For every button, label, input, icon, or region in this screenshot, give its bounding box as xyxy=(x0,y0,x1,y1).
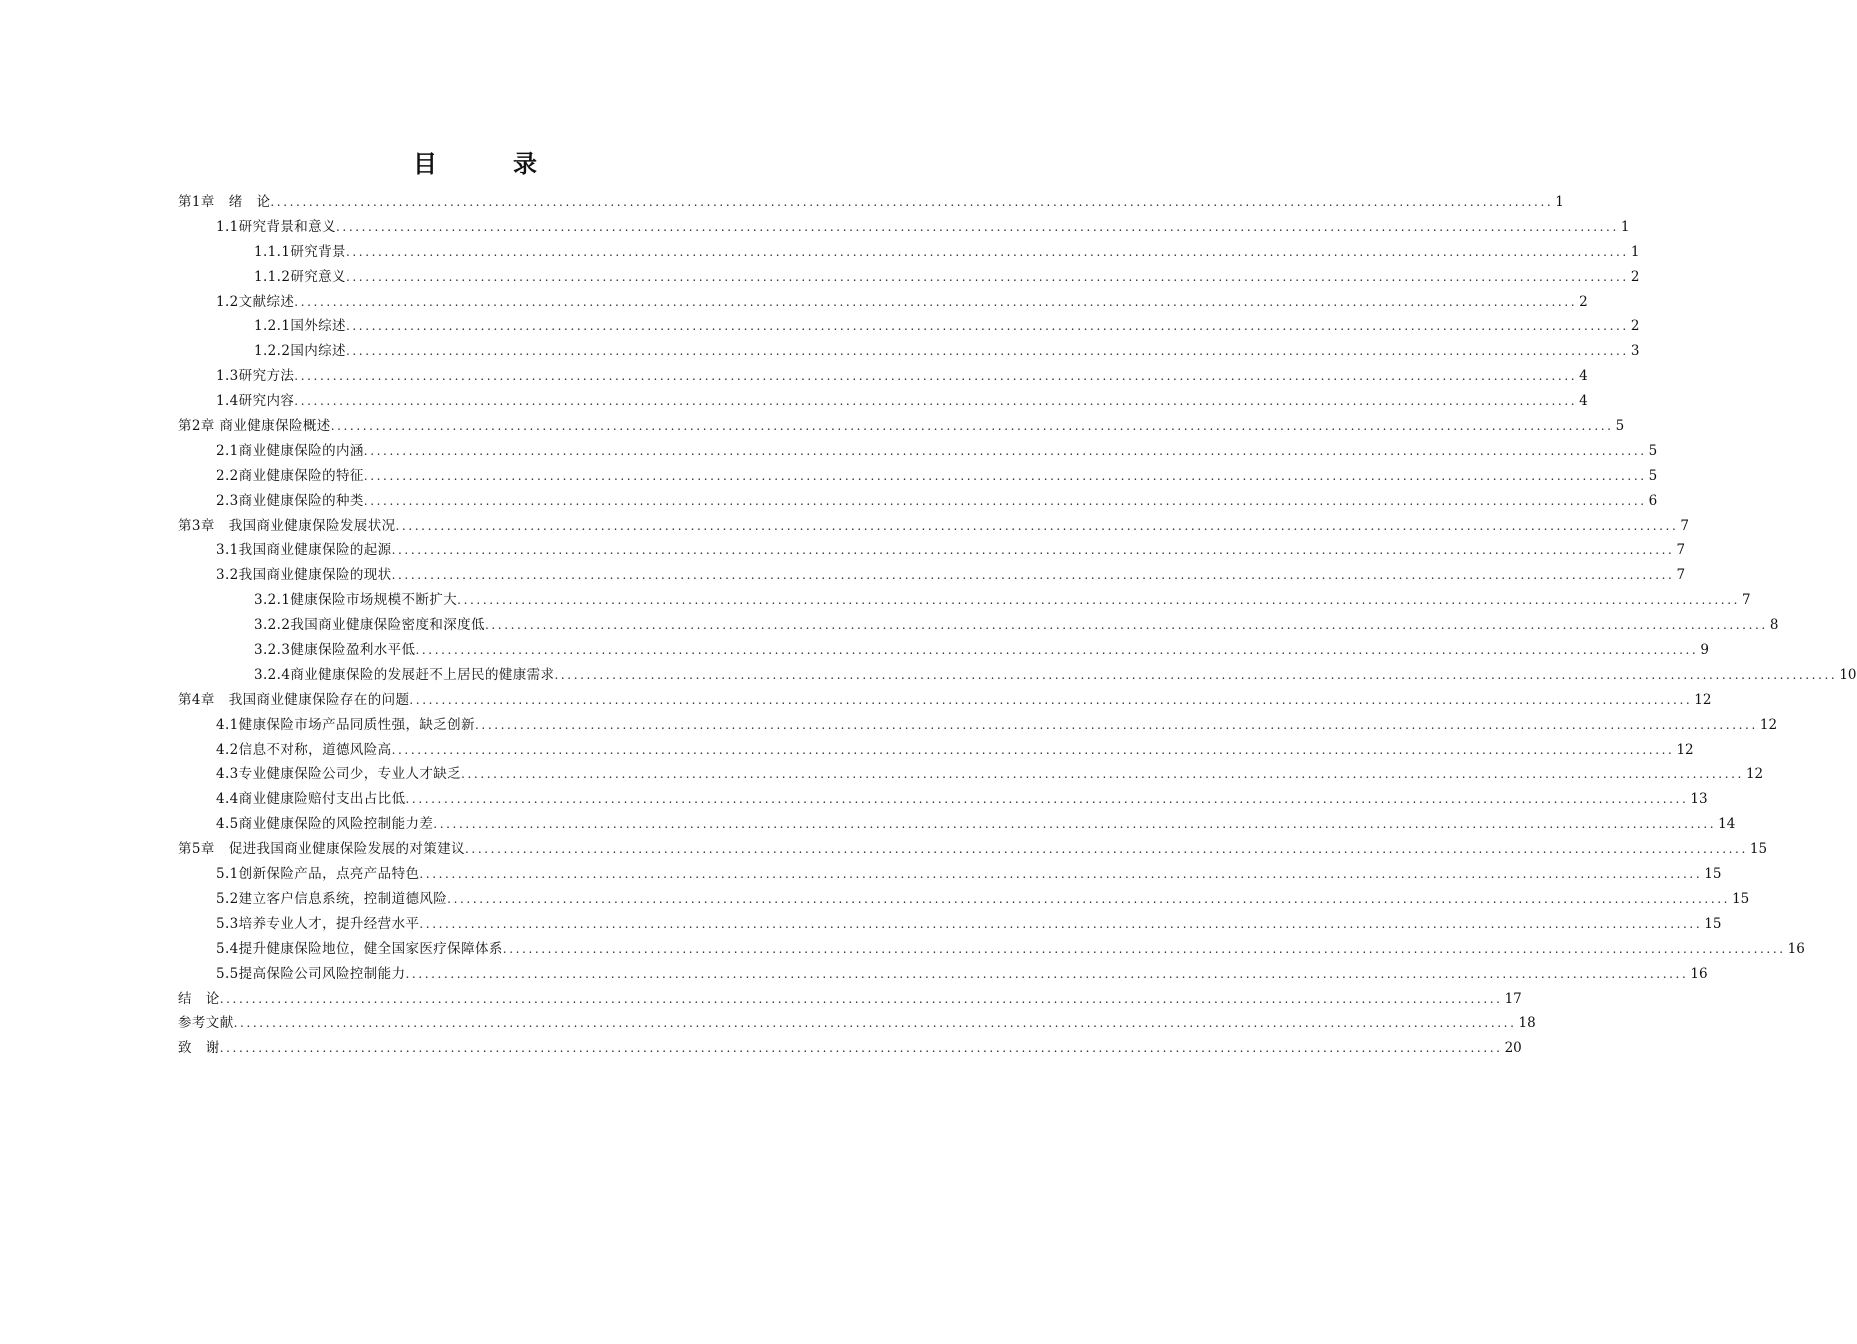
toc-entry-label: 1.4研究内容 xyxy=(216,393,295,410)
toc-entry[interactable] xyxy=(178,265,1640,290)
toc-page-number: 3 xyxy=(1630,343,1640,360)
toc-entry-label: 第3章 我国商业健康保险发展状况 xyxy=(178,517,396,534)
toc-page-number: 12 xyxy=(1694,691,1712,708)
toc-entry[interactable] xyxy=(178,314,1640,339)
toc-entry-label: 3.2我国商业健康保险的现状 xyxy=(216,567,392,584)
dot-leader: ........................................................................................................................................................................................................ xyxy=(345,244,1629,259)
toc-entry[interactable] xyxy=(178,787,1708,812)
dot-leader: ........................................................................................................................................................................................................ xyxy=(294,294,1578,309)
toc-entry-label: 5.3培养专业人才，提升经营水平 xyxy=(216,915,420,932)
toc-entry[interactable] xyxy=(178,588,1751,613)
toc-entry[interactable] xyxy=(178,688,1712,713)
toc-entry[interactable] xyxy=(178,862,1722,887)
toc-entry[interactable] xyxy=(178,937,1805,962)
toc-page-number: 17 xyxy=(1504,990,1522,1007)
dot-leader: ........................................................................................................................................................................................................ xyxy=(294,369,1578,384)
toc-entry-label: 致 谢 xyxy=(178,1040,220,1057)
toc-entry[interactable] xyxy=(178,638,1709,663)
toc-entry-label: 1.1.1研究背景 xyxy=(254,243,346,260)
dot-leader: ........................................................................................................................................................................................................ xyxy=(457,593,1741,608)
toc-entry[interactable] xyxy=(178,514,1689,539)
toc-entry[interactable] xyxy=(178,837,1768,862)
toc-page-number: 16 xyxy=(1787,940,1805,957)
toc-page-number: 2 xyxy=(1630,318,1640,335)
toc-entry-label: 3.1我国商业健康保险的起源 xyxy=(216,542,392,559)
toc-entry-label: 1.2.1国外综述 xyxy=(254,318,346,335)
dot-leader: ........................................................................................................................................................................................................ xyxy=(345,344,1629,359)
toc-entry-label: 5.4提升健康保险地位，健全国家医疗保障体系 xyxy=(216,940,503,957)
dot-leader: ........................................................................................................................................................................................................ xyxy=(419,867,1703,882)
toc-entry[interactable] xyxy=(178,663,1857,688)
toc-page-number: 2 xyxy=(1579,293,1588,310)
dot-leader: ........................................................................................................................................................................................................ xyxy=(270,195,1554,209)
toc-entry[interactable] xyxy=(178,339,1640,364)
toc-page-number: 12 xyxy=(1676,741,1694,758)
dot-leader: ........................................................................................................................................................................................................ xyxy=(335,219,1619,234)
toc-entry-label: 1.1.2研究意义 xyxy=(254,268,346,285)
toc-page-number: 12 xyxy=(1759,716,1778,733)
toc-entry-label: 第4章 我国商业健康保险存在的问题 xyxy=(178,691,410,708)
dot-leader: ........................................................................................................................................................................................................ xyxy=(484,618,1768,633)
dot-leader: ........................................................................................................................................................................................................ xyxy=(363,468,1647,483)
toc-page-number: 4 xyxy=(1579,393,1588,410)
toc-page-number: 18 xyxy=(1518,1015,1536,1032)
dot-leader: ........................................................................................................................................................................................................ xyxy=(363,493,1647,508)
toc-entry-label: 4.1健康保险市场产品同质性强，缺乏创新 xyxy=(216,716,475,733)
dot-leader: ........................................................................................................................................................................................................ xyxy=(391,568,1675,583)
toc-entry[interactable] xyxy=(178,563,1686,588)
toc-page-number: 7 xyxy=(1680,517,1689,534)
toc-page-number: 1 xyxy=(1555,194,1564,210)
dot-leader: ........................................................................................................................................................................................................ xyxy=(345,269,1629,284)
dot-leader: ........................................................................................................................................................................................................ xyxy=(219,991,1503,1006)
dot-leader: ........................................................................................................................................................................................................ xyxy=(465,842,1748,857)
toc-entry[interactable] xyxy=(178,713,1778,738)
toc-entry[interactable] xyxy=(178,364,1588,389)
toc-page-number: 7 xyxy=(1742,592,1751,609)
toc-entry-label: 1.3研究方法 xyxy=(216,368,295,385)
dot-leader: ........................................................................................................................................................................................................ xyxy=(419,916,1703,931)
toc-entry[interactable] xyxy=(178,962,1708,987)
dot-leader: ........................................................................................................................................................................................................ xyxy=(330,419,1614,434)
toc-page-number: 5 xyxy=(1648,442,1658,459)
toc-entry-label: 第2章 商业健康保险概述 xyxy=(178,418,331,435)
toc-page-number: 13 xyxy=(1690,791,1708,808)
dot-leader: ........................................................................................................................................................................................................ xyxy=(405,792,1689,807)
toc-page-number: 15 xyxy=(1704,915,1722,932)
toc-page-number: 12 xyxy=(1745,766,1764,783)
dot-leader: ........................................................................................................................................................................................................ xyxy=(363,443,1647,458)
toc-entry[interactable] xyxy=(178,215,1630,240)
toc-page-number: 2 xyxy=(1630,268,1640,285)
toc-entry[interactable] xyxy=(178,290,1588,315)
toc-page-number: 5 xyxy=(1615,418,1625,435)
toc-entry-label: 第1章 绪 论 xyxy=(178,194,271,210)
page-title: 目 录 xyxy=(413,150,563,178)
dot-leader: ........................................................................................................................................................................................................ xyxy=(219,1041,1503,1056)
toc-entry-label: 1.2文献综述 xyxy=(216,293,295,310)
toc-page-number: 16 xyxy=(1690,965,1708,982)
toc-page-number: 7 xyxy=(1676,567,1686,584)
dot-leader: ........................................................................................................................................................................................................ xyxy=(433,817,1717,832)
dot-leader: ........................................................................................................................................................................................................ xyxy=(554,667,1838,682)
toc-entry[interactable] xyxy=(178,439,1658,464)
toc-entry[interactable] xyxy=(178,1011,1536,1036)
toc-page-number: 15 xyxy=(1749,841,1768,858)
toc-page-number: 4 xyxy=(1579,368,1588,385)
toc-entry-label: 2.2商业健康保险的特征 xyxy=(216,467,364,484)
toc-entry[interactable] xyxy=(178,489,1658,514)
toc-entry-label: 参考文献 xyxy=(178,1015,234,1032)
dot-leader: ........................................................................................................................................................................................................ xyxy=(391,742,1675,757)
toc-entry[interactable] xyxy=(178,1036,1522,1061)
toc-entry[interactable] xyxy=(178,190,1564,215)
toc-page-number: 1 xyxy=(1630,243,1640,260)
toc-entry[interactable] xyxy=(178,762,1764,787)
toc-entry-label: 结 论 xyxy=(178,990,220,1007)
toc-page-number: 10 xyxy=(1839,666,1857,683)
toc-entry-label: 1.1研究背景和意义 xyxy=(216,218,336,235)
dot-leader: ........................................................................................................................................................................................................ xyxy=(233,1016,1517,1031)
toc-entry[interactable] xyxy=(178,738,1694,763)
toc-entry-label: 5.5提高保险公司风险控制能力 xyxy=(216,965,406,982)
toc-entry-label: 第5章 促进我国商业健康保险发展的对策建议 xyxy=(178,841,465,858)
toc-entry[interactable] xyxy=(178,887,1750,912)
dot-leader: ........................................................................................................................................................................................................ xyxy=(474,717,1758,732)
toc-page-number: 15 xyxy=(1704,866,1722,883)
toc-entry-label: 5.1创新保险产品，点亮产品特色 xyxy=(216,866,420,883)
toc-page-number: 1 xyxy=(1620,218,1630,235)
dot-leader: ........................................................................................................................................................................................................ xyxy=(294,394,1578,409)
toc-page-number: 9 xyxy=(1700,642,1709,659)
dot-leader: ........................................................................................................................................................................................................ xyxy=(409,692,1693,707)
toc-page-number: 14 xyxy=(1718,816,1736,833)
toc-entry-label: 2.3商业健康保险的种类 xyxy=(216,492,364,509)
table-of-contents xyxy=(178,190,1857,1061)
toc-entry-label: 3.2.3健康保险盈利水平低 xyxy=(254,642,416,659)
toc-entry-label: 5.2建立客户信息系统，控制道德风险 xyxy=(216,890,448,907)
toc-entry[interactable] xyxy=(178,538,1686,563)
toc-entry[interactable] xyxy=(178,812,1736,837)
toc-entry[interactable] xyxy=(178,987,1522,1012)
toc-entry[interactable] xyxy=(178,912,1722,937)
toc-entry[interactable] xyxy=(178,613,1779,638)
dot-leader: ........................................................................................................................................................................................................ xyxy=(461,767,1744,782)
dot-leader: ........................................................................................................................................................................................................ xyxy=(415,643,1699,658)
toc-page-number: 20 xyxy=(1504,1040,1522,1057)
toc-page-number: 7 xyxy=(1676,542,1686,559)
toc-entry-label: 3.2.1健康保险市场规模不断扩大 xyxy=(254,592,458,609)
toc-entry-label: 4.2信息不对称，道德风险高 xyxy=(216,741,392,758)
dot-leader: ........................................................................................................................................................................................................ xyxy=(447,891,1731,906)
dot-leader: ........................................................................................................................................................................................................ xyxy=(395,518,1679,533)
toc-entry-label: 2.1商业健康保险的内涵 xyxy=(216,442,364,459)
toc-entry-label: 1.2.2国内综述 xyxy=(254,343,346,360)
toc-page-number: 8 xyxy=(1769,617,1779,634)
toc-entry-label: 4.4商业健康险赔付支出占比低 xyxy=(216,791,406,808)
toc-entry[interactable] xyxy=(178,389,1588,414)
toc-entry[interactable] xyxy=(178,464,1658,489)
toc-page-number: 6 xyxy=(1648,492,1658,509)
dot-leader: ........................................................................................................................................................................................................ xyxy=(345,319,1629,334)
dot-leader: ........................................................................................................................................................................................................ xyxy=(502,941,1786,956)
toc-entry-label: 3.2.4商业健康保险的发展赶不上居民的健康需求 xyxy=(254,666,555,683)
toc-page-number: 5 xyxy=(1648,467,1658,484)
toc-entry[interactable] xyxy=(178,414,1625,439)
dot-leader: ........................................................................................................................................................................................................ xyxy=(405,966,1689,981)
toc-entry[interactable] xyxy=(178,240,1640,265)
toc-entry-label: 3.2.2我国商业健康保险密度和深度低 xyxy=(254,617,485,634)
toc-page-number: 15 xyxy=(1732,890,1750,907)
dot-leader: ........................................................................................................................................................................................................ xyxy=(391,543,1675,558)
toc-entry-label: 4.3专业健康保险公司少，专业人才缺乏 xyxy=(216,766,462,783)
toc-entry-label: 4.5商业健康保险的风险控制能力差 xyxy=(216,816,434,833)
